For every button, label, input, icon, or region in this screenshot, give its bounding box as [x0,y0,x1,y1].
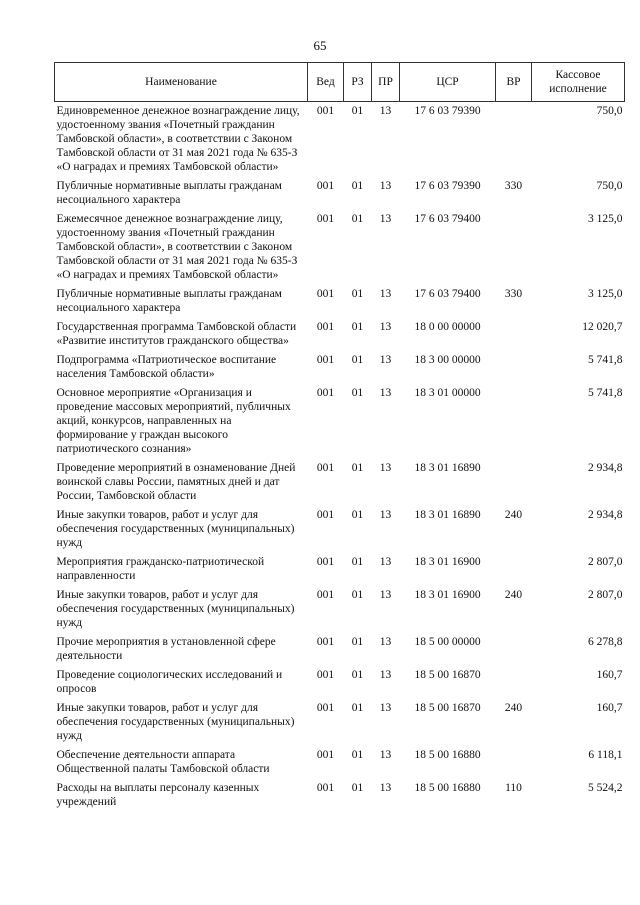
row-csr: 17 6 03 79400 [414,288,481,300]
row-vr [496,748,532,781]
row-csr: 18 3 01 16890 [414,509,481,521]
row-amount: 5 524,2 [588,782,623,794]
row-rz: 01 [351,669,364,681]
row-vr [496,555,532,588]
row-name: Основное мероприятие «Организация и проведение массовых мероприятий, публичных акций, конкурсов, направленных на формирование у граждан высокого патриотического сознания» [56,387,291,455]
row-name: Государственная программа Тамбовской области «Развитие институтов гражданского общества» [56,321,297,347]
row-rz: 01 [351,556,364,568]
row-csr: 18 3 01 16900 [414,589,481,601]
row-amount: 5 741,8 [588,387,623,399]
row-csr: 18 5 00 16870 [414,702,481,714]
row-vr: 110 [505,782,522,794]
row-rz: 01 [351,321,364,333]
row-rz: 01 [351,213,364,225]
header-ved: Вед [308,63,344,102]
row-pr: 13 [379,782,392,794]
header-pr: ПР [372,63,400,102]
row-vr [496,102,532,180]
row-pr: 13 [379,589,392,601]
table-row [55,386,625,461]
table-row [55,781,625,814]
table-row [55,461,625,508]
row-vr [496,320,532,353]
row-csr: 18 5 00 16880 [414,782,481,794]
row-amount: 3 125,0 [588,288,623,300]
row-pr: 13 [379,105,392,117]
row-name: Обеспечение деятельности аппарата Общественной палаты Тамбовской области [56,749,270,775]
table-row [55,668,625,701]
row-csr: 18 5 00 16880 [414,749,481,761]
header-rz: РЗ [344,63,372,102]
row-name: Иные закупки товаров, работ и услуг для обеспечения государственных (муниципальных) нужд [56,509,295,549]
row-ved: 001 [316,180,335,192]
table-row [55,635,625,668]
table-body [55,102,625,815]
row-ved: 001 [316,782,335,794]
row-ved: 001 [316,669,335,681]
table-row [55,555,625,588]
row-rz: 01 [351,288,364,300]
row-vr: 240 [504,589,523,601]
row-ved: 001 [316,387,335,399]
row-csr: 18 3 00 00000 [414,354,481,366]
row-rz: 01 [351,749,364,761]
row-ved: 001 [316,354,335,366]
row-ved: 001 [316,105,335,117]
table-row [55,508,625,555]
row-vr [496,353,532,386]
row-name: Иные закупки товаров, работ и услуг для обеспечения государственных (муниципальных) нужд [56,589,295,629]
row-pr: 13 [379,354,392,366]
row-amount: 12 020,7 [582,321,623,333]
table-row [55,287,625,320]
row-name: Прочие мероприятия в установленной сфере деятельности [56,636,276,662]
row-rz: 01 [351,589,364,601]
row-csr: 18 5 00 00000 [414,636,481,648]
row-pr: 13 [379,636,392,648]
row-ved: 001 [316,462,335,474]
row-vr: 330 [504,288,523,300]
row-rz: 01 [351,509,364,521]
row-csr: 17 6 03 79390 [414,105,481,117]
row-ved: 001 [316,749,335,761]
row-vr: 330 [504,180,523,192]
row-amount: 160,7 [596,702,623,714]
row-name: Единовременное денежное вознаграждение лицу, удостоенному звания «Почетный гражданин Тамбовской области», в соответствии с Законом Тамбовской области от 31 мая 2021 года № 635-З «О наградах и премиях Тамбовской области» [56,105,300,173]
row-vr: 240 [504,509,523,521]
row-name: Иные закупки товаров, работ и услуг для обеспечения государственных (муниципальных) нужд [56,702,295,742]
row-rz: 01 [351,354,364,366]
row-name: Подпрограмма «Патриотическое воспитание населения Тамбовской области» [56,354,277,380]
row-rz: 01 [351,180,364,192]
row-pr: 13 [379,462,392,474]
row-vr [496,386,532,461]
table-row [55,588,625,635]
row-ved: 001 [316,636,335,648]
row-pr: 13 [379,669,392,681]
row-amount: 2 807,0 [588,556,623,568]
table-row [55,701,625,748]
row-rz: 01 [351,387,364,399]
row-csr: 18 5 00 16870 [414,669,481,681]
row-pr: 13 [379,180,392,192]
row-pr: 13 [379,387,392,399]
row-amount: 6 278,8 [588,636,623,648]
row-ved: 001 [316,702,335,714]
header-amount: Кассовое исполнение [532,63,625,102]
table-row [55,179,625,212]
row-amount: 5 741,8 [588,354,623,366]
row-vr [496,461,532,508]
row-name: Ежемесячное денежное вознаграждение лицу, удостоенному звания «Почетный гражданин Тамбовской области», в соответствии с Законом Тамбовской области от 31 мая 2021 года № 635-З «О наградах и премиях Тамбовской области» [56,213,298,281]
budget-table [54,62,625,814]
row-vr [496,635,532,668]
table-header-row [55,63,625,102]
table-row [55,748,625,781]
row-amount: 2 807,0 [588,589,623,601]
header-name: Наименование [55,63,308,102]
header-vr: ВР [496,63,532,102]
row-amount: 2 934,8 [588,462,623,474]
row-ved: 001 [316,509,335,521]
row-pr: 13 [379,321,392,333]
row-name: Мероприятия гражданско-патриотической направленности [56,556,265,582]
row-rz: 01 [351,105,364,117]
row-ved: 001 [316,321,335,333]
row-amount: 3 125,0 [588,213,623,225]
table-row [55,212,625,287]
row-amount: 160,7 [596,669,623,681]
row-name: Проведение социологических исследований и опросов [56,669,283,695]
row-pr: 13 [379,556,392,568]
table-row [55,102,625,180]
row-csr: 17 6 03 79400 [414,213,481,225]
row-amount: 750,0 [596,105,623,117]
row-amount: 2 934,8 [588,509,623,521]
row-rz: 01 [351,636,364,648]
header-csr: ЦСР [400,63,496,102]
row-pr: 13 [379,213,392,225]
row-rz: 01 [351,782,364,794]
row-ved: 001 [316,556,335,568]
row-amount: 750,0 [596,180,623,192]
row-amount: 6 118,1 [588,749,623,761]
row-csr: 17 6 03 79390 [414,180,481,192]
row-ved: 001 [316,213,335,225]
row-name: Публичные нормативные выплаты гражданам несоциального характера [56,288,282,314]
row-name: Проведение мероприятий в ознаменование Дней воинской славы России, памятных дней и дат России, Тамбовской области [56,462,296,502]
row-pr: 13 [379,509,392,521]
row-rz: 01 [351,702,364,714]
page-number: 65 [313,38,327,53]
row-rz: 01 [351,462,364,474]
row-vr [496,668,532,701]
row-name: Расходы на выплаты персоналу казенных учреждений [56,782,260,808]
row-csr: 18 3 01 16890 [414,462,481,474]
row-vr [496,212,532,287]
table-row [55,320,625,353]
table-row [55,353,625,386]
row-ved: 001 [316,288,335,300]
row-pr: 13 [379,288,392,300]
row-pr: 13 [379,749,392,761]
row-ved: 001 [316,589,335,601]
row-csr: 18 3 01 16900 [414,556,481,568]
row-name: Публичные нормативные выплаты гражданам несоциального характера [56,180,282,206]
row-csr: 18 0 00 00000 [414,321,481,333]
row-csr: 18 3 01 00000 [414,387,481,399]
row-pr: 13 [379,702,392,714]
row-vr: 240 [504,702,523,714]
